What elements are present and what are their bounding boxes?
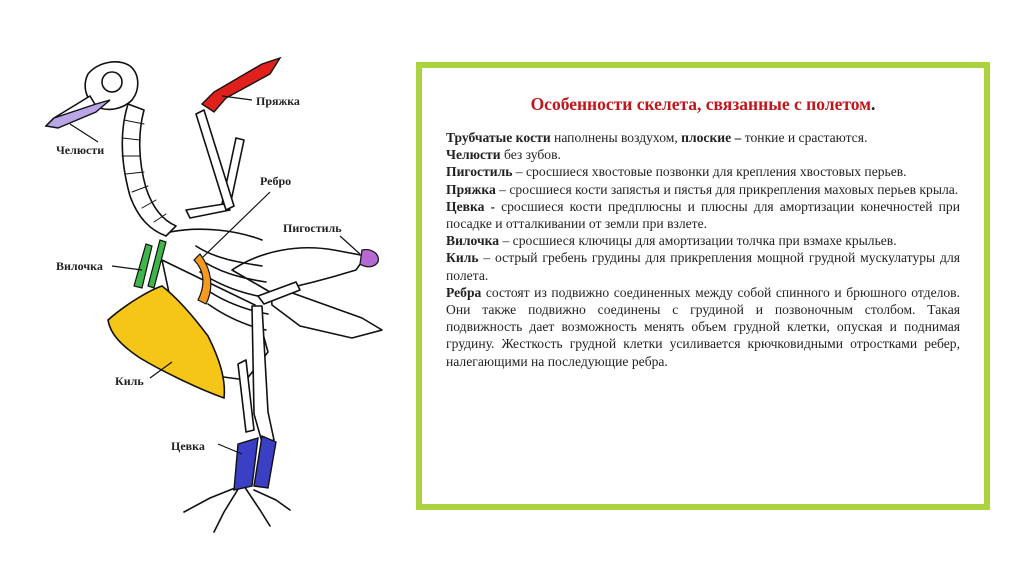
paragraph-buckle: Пряжка – сросшиеся кости запястья и пястья для прикрепления маховых перьев крыла. bbox=[446, 181, 959, 197]
label-rib: Ребро bbox=[260, 174, 292, 188]
paragraph-tubular-bones: Трубчатые кости наполнены воздухом, плоские – тонкие и срастаются. bbox=[446, 130, 868, 145]
tarsus-highlight bbox=[234, 436, 276, 490]
neck bbox=[122, 104, 176, 236]
paragraph-ribs: Ребра состоят из подвижно соединенных между собой спинного и брюшного отделов. Они также подвижно соединены с грудиной и позвоночным столбом. Такая подвижность дает возможность менять объем грудной клетки, опуская и поднимая грудину. Жесткость грудной клетки усиливается крючковидными отростками ребер, налегающими на последующие ребра. bbox=[446, 284, 960, 369]
info-text bbox=[446, 129, 960, 370]
pygostyle-highlight bbox=[360, 250, 378, 267]
label-wishbone: Вилочка bbox=[56, 259, 103, 273]
humerus bbox=[186, 204, 230, 218]
wishbone-highlight bbox=[134, 240, 166, 288]
paragraph-wishbone: Вилочка – сросшиеся ключицы для амортизации толчка при взмахе крыльев. bbox=[446, 233, 897, 249]
label-buckle: Пряжка bbox=[256, 94, 300, 108]
info-title: Особенности скелета, связанные с полетом. bbox=[530, 94, 876, 114]
wing-lower bbox=[196, 110, 234, 210]
tibia bbox=[252, 306, 274, 442]
label-pygostyle: Пигостиль bbox=[283, 221, 342, 235]
label-keel: Киль bbox=[115, 374, 144, 388]
paragraph-jaws: Челюсти без зубов. bbox=[446, 147, 561, 163]
label-tarsus: Цевка bbox=[171, 439, 205, 453]
info-panel bbox=[416, 62, 990, 510]
eye-socket bbox=[102, 72, 122, 92]
paragraph-tarsus: Цевка - сросшиеся кости предплюсны и плюсны для амортизации конечностей при посадке и отталкивании от земли при взлете. bbox=[446, 198, 960, 232]
pelvis bbox=[232, 248, 366, 292]
paragraph-pygostyle: Пигостиль – сросшиеся хвостовые позвонки для крепления хвостовых перьев. bbox=[446, 164, 907, 180]
label-jaws: Челюсти bbox=[56, 143, 105, 157]
toes bbox=[184, 486, 290, 532]
paragraph-keel: Киль – острый гребень грудины для прикрепления мощной грудной мускулатуры для полета. bbox=[446, 250, 960, 283]
bird-skeleton-diagram bbox=[0, 0, 410, 574]
spine bbox=[170, 229, 262, 240]
